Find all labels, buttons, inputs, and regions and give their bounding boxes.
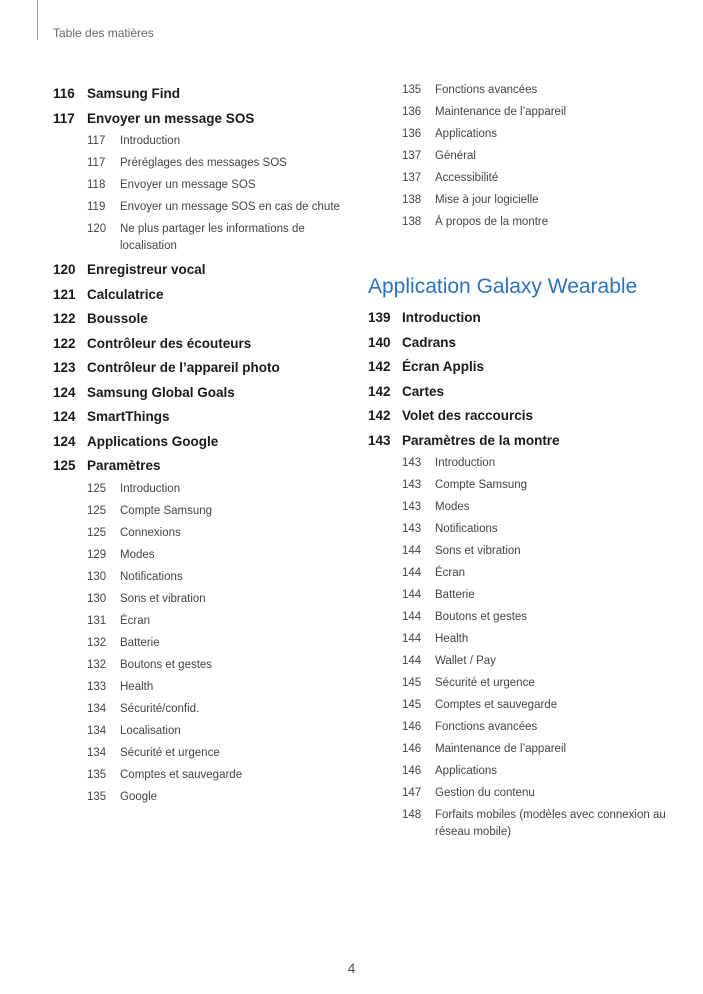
toc-subentry[interactable]	[53, 479, 353, 501]
toc-subentry[interactable]	[368, 82, 668, 102]
toc-title: Fonctions avancées	[435, 721, 538, 733]
toc-page-number: 125	[87, 526, 107, 539]
toc-entry[interactable]	[53, 307, 353, 332]
toc-subentry[interactable]	[368, 783, 668, 805]
toc-page-number: 144	[402, 633, 422, 645]
toc-subentry[interactable]	[53, 131, 353, 153]
toc-page-number: 134	[87, 702, 107, 715]
toc-title: Contrôleur des écouteurs	[87, 335, 252, 351]
toc-page-number: 118	[87, 179, 106, 191]
toc-title: Applications Google	[87, 433, 219, 449]
toc-page-number: 146	[402, 721, 422, 733]
toc-title: Batterie	[435, 589, 475, 601]
toc-subentry[interactable]	[53, 501, 353, 523]
toc-title: Maintenance de l’appareil	[435, 743, 567, 755]
toc-title: Localisation	[120, 724, 181, 737]
toc-entry[interactable]	[368, 331, 668, 356]
toc-title: SmartThings	[87, 409, 170, 424]
toc-title: Sons et vibration	[435, 545, 521, 557]
toc-subentry[interactable]	[368, 607, 668, 629]
toc-page-number: 143	[402, 523, 422, 535]
toc-page-number: 143	[402, 457, 422, 469]
toc-title: Volet des raccourcis	[402, 408, 534, 423]
toc-subentry[interactable]	[53, 567, 353, 589]
toc-page-number: 144	[402, 567, 422, 579]
toc-subentry[interactable]	[53, 699, 353, 721]
toc-subentry[interactable]	[368, 146, 668, 168]
toc-title: Ne plus partager les informations de localisation	[120, 223, 305, 252]
toc-title: Wallet / Pay	[435, 655, 496, 667]
toc-page-number: 135	[402, 84, 422, 96]
toc-right-column	[368, 82, 668, 844]
toc-page-number: 147	[402, 787, 422, 799]
toc-subentry[interactable]	[368, 541, 668, 563]
page-header: Table des matières	[53, 26, 154, 40]
toc-subentry[interactable]	[368, 695, 668, 717]
toc-title: À propos de la montre	[435, 216, 549, 228]
toc-title: Sons et vibration	[120, 592, 206, 605]
toc-page-number: 129	[87, 548, 107, 561]
toc-title: Modes	[435, 501, 470, 513]
toc-subentry[interactable]	[53, 611, 353, 633]
toc-subentry[interactable]	[53, 743, 353, 765]
toc-subentry[interactable]	[53, 175, 353, 197]
toc-subentry[interactable]	[368, 673, 668, 695]
toc-title: Accessibilité	[435, 172, 499, 184]
toc-title: Écran	[435, 567, 466, 579]
toc-entry[interactable]	[53, 356, 353, 381]
toc-title: Modes	[120, 548, 155, 561]
toc-subentry[interactable]	[368, 519, 668, 541]
toc-page-number: 148	[402, 809, 422, 821]
toc-entry[interactable]	[368, 429, 668, 454]
toc-right-bottom-list	[368, 306, 668, 844]
toc-title: Paramètres de la montre	[402, 432, 560, 448]
toc-entry[interactable]	[368, 404, 668, 429]
page-number: 4	[347, 960, 356, 976]
toc-title: Cadrans	[402, 334, 457, 350]
toc-page-number: 142	[368, 359, 391, 374]
toc-page-number: 122	[53, 311, 76, 326]
toc-page-number: 144	[402, 655, 422, 667]
toc-page-number: 124	[53, 384, 76, 400]
toc-subentry[interactable]	[368, 717, 668, 739]
toc-entry[interactable]	[53, 107, 353, 132]
toc-title: Forfaits mobiles (modèles avec connexion au réseau mobile)	[435, 809, 666, 838]
toc-page-number: 142	[368, 383, 391, 399]
toc-page-number: 125	[87, 504, 107, 517]
toc-entry[interactable]	[53, 430, 353, 455]
toc-subentry[interactable]	[368, 168, 668, 190]
toc-page-number: 132	[87, 636, 107, 649]
toc-subentry[interactable]	[368, 190, 668, 212]
toc-subentry[interactable]	[368, 212, 668, 234]
toc-title: Envoyer un message SOS	[120, 179, 256, 191]
toc-title: Sécurité/confid.	[120, 702, 200, 715]
toc-title: Contrôleur de l’appareil photo	[87, 360, 280, 375]
toc-left-column	[53, 82, 353, 809]
toc-title: Connexions	[120, 526, 181, 539]
toc-title: Mise à jour logicielle	[435, 194, 539, 206]
toc-page-number: 116	[53, 86, 75, 101]
toc-title: Écran Applis	[402, 359, 485, 374]
toc-subentry[interactable]	[368, 651, 668, 673]
toc-page-number: 137	[402, 172, 422, 184]
toc-title: Health	[435, 633, 469, 645]
toc-title: Applications	[435, 128, 498, 140]
toc-page-number: 133	[87, 680, 107, 693]
toc-page-number: 143	[402, 501, 422, 513]
toc-page-number: 124	[53, 409, 76, 424]
toc-title: Boutons et gestes	[435, 611, 528, 623]
toc-entry[interactable]	[53, 405, 353, 430]
toc-subentry[interactable]	[53, 589, 353, 611]
toc-page-number: 146	[402, 743, 422, 755]
toc-title: Sécurité et urgence	[435, 677, 535, 689]
toc-subentry[interactable]	[53, 545, 353, 567]
toc-page-number: 125	[53, 458, 76, 473]
toc-title: Compte Samsung	[120, 504, 213, 517]
toc-title: Maintenance de l’appareil	[435, 106, 567, 118]
toc-title: Introduction	[402, 310, 481, 325]
toc-entry[interactable]	[53, 82, 353, 107]
toc-page-number: 125	[87, 482, 107, 495]
toc-subentry[interactable]	[53, 197, 353, 219]
section-title: Application Galaxy Wearable	[368, 275, 638, 298]
toc-page-number: 119	[87, 201, 106, 213]
toc-subentry[interactable]	[368, 102, 668, 124]
toc-page-number: 143	[402, 479, 422, 491]
toc-title: Fonctions avancées	[435, 84, 538, 96]
toc-page-number: 146	[402, 765, 422, 777]
toc-page-number: 135	[87, 768, 107, 781]
toc-right-top-list	[368, 82, 668, 234]
toc-page-number: 136	[402, 128, 422, 140]
toc-subentry[interactable]	[368, 124, 668, 146]
toc-page-number: 134	[87, 746, 107, 759]
toc-title: Cartes	[402, 383, 445, 399]
toc-page-number: 130	[87, 570, 107, 583]
toc-page-number: 124	[53, 433, 76, 449]
toc-title: Samsung Global Goals	[87, 384, 235, 400]
toc-title: Notifications	[435, 523, 498, 535]
toc-title: Envoyer un message SOS en cas de chute	[120, 201, 340, 213]
toc-subentry[interactable]	[368, 453, 668, 475]
toc-title: Comptes et sauvegarde	[120, 768, 243, 781]
toc-page-number: 122	[53, 335, 76, 351]
toc-page-number: 145	[402, 677, 422, 689]
toc-title: Préréglages des messages SOS	[120, 157, 287, 169]
toc-title: Google	[120, 790, 158, 803]
toc-subentry[interactable]	[53, 655, 353, 677]
toc-title: Écran	[120, 614, 151, 627]
toc-page-number: 117	[87, 135, 106, 147]
toc-page-number: 144	[402, 545, 422, 557]
toc-page-number: 117	[87, 157, 106, 169]
toc-page-number: 130	[87, 592, 107, 605]
page-edge-line	[37, 0, 38, 40]
toc-subentry[interactable]	[368, 805, 668, 844]
toc-title: Gestion du contenu	[435, 787, 535, 799]
toc-page-number: 121	[53, 286, 76, 302]
toc-page-number: 145	[402, 699, 422, 711]
toc-page-number: 136	[402, 106, 422, 118]
toc-page-number: 123	[53, 360, 76, 375]
toc-page-number: 144	[402, 611, 422, 623]
toc-title: Envoyer un message SOS	[87, 110, 255, 126]
toc-entry[interactable]	[53, 283, 353, 308]
toc-title: Sécurité et urgence	[120, 746, 220, 759]
toc-page-number: 138	[402, 194, 422, 206]
toc-page-number: 140	[368, 334, 391, 350]
toc-page-number: 143	[368, 432, 391, 448]
toc-page-number: 120	[53, 262, 76, 277]
toc-entry[interactable]	[53, 258, 353, 283]
toc-title: Applications	[435, 765, 498, 777]
toc-entry[interactable]	[368, 306, 668, 331]
toc-entry[interactable]	[368, 380, 668, 405]
toc-page-number: 138	[402, 216, 422, 228]
toc-page-number: 131	[87, 614, 107, 627]
toc-page-number: 139	[368, 310, 391, 325]
toc-title: Enregistreur vocal	[87, 262, 206, 277]
toc-subentry[interactable]	[368, 475, 668, 497]
toc-title: Samsung Find	[87, 86, 181, 101]
toc-title: Boutons et gestes	[120, 658, 213, 671]
toc-entry[interactable]	[53, 381, 353, 406]
toc-page-number: 135	[87, 790, 107, 803]
toc-title: Paramètres	[87, 458, 161, 473]
toc-title: Notifications	[120, 570, 183, 583]
toc-subentry[interactable]	[368, 629, 668, 651]
toc-page-number: 144	[402, 589, 422, 601]
toc-subentry[interactable]	[368, 585, 668, 607]
toc-title: Boussole	[87, 311, 148, 326]
toc-page-number: 120	[87, 223, 107, 235]
toc-subentry[interactable]	[368, 739, 668, 761]
toc-title: Calculatrice	[87, 286, 164, 302]
toc-page-number: 117	[53, 110, 75, 126]
toc-title: Health	[120, 680, 154, 693]
toc-title: Général	[435, 150, 476, 162]
toc-subentry[interactable]	[53, 721, 353, 743]
toc-subentry[interactable]	[368, 563, 668, 585]
toc-page-number: 137	[402, 150, 422, 162]
toc-page-number: 132	[87, 658, 107, 671]
toc-subentry[interactable]	[53, 219, 353, 258]
toc-title: Introduction	[120, 482, 181, 495]
toc-entry[interactable]	[53, 454, 353, 479]
toc-entry[interactable]	[368, 355, 668, 380]
toc-page-number: 134	[87, 724, 107, 737]
toc-page-number: 142	[368, 408, 391, 423]
toc-subentry[interactable]	[368, 761, 668, 783]
toc-subentry[interactable]	[53, 153, 353, 175]
toc-title: Batterie	[120, 636, 160, 649]
toc-entry[interactable]	[53, 332, 353, 357]
toc-title: Introduction	[435, 457, 496, 469]
toc-subentry[interactable]	[53, 787, 353, 809]
toc-subentry[interactable]	[368, 497, 668, 519]
toc-title: Introduction	[120, 135, 181, 147]
toc-subentry[interactable]	[53, 765, 353, 787]
toc-subentry[interactable]	[53, 677, 353, 699]
toc-subentry[interactable]	[53, 633, 353, 655]
toc-title: Compte Samsung	[435, 479, 528, 491]
toc-title: Comptes et sauvegarde	[435, 699, 558, 711]
toc-subentry[interactable]	[53, 523, 353, 545]
